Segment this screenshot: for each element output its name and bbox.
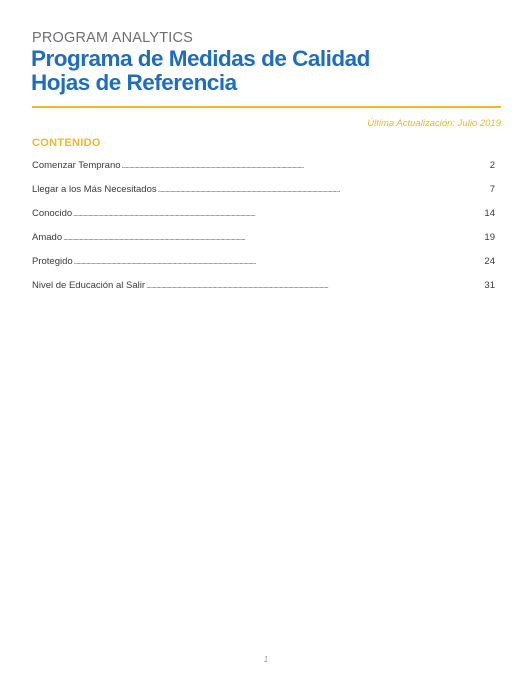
contents-heading: CONTENIDO (32, 137, 101, 149)
toc-item-nivel-educacion[interactable] (32, 280, 495, 304)
title-line-1: Programa de Medidas de Calidad (31, 46, 370, 71)
dot-leader (158, 185, 489, 194)
toc-item-label: Protegido (32, 256, 73, 267)
dot-leader (74, 257, 484, 266)
page-number: 1 (263, 655, 269, 664)
toc-item-page: 7 (489, 184, 495, 195)
table-of-contents (32, 160, 495, 304)
toc-item-label: Nivel de Educación al Salir (32, 280, 146, 291)
program-eyebrow: PROGRAM ANALYTICS (32, 30, 194, 46)
document-title (31, 47, 370, 95)
toc-item-page: 19 (484, 232, 495, 243)
toc-item-page: 14 (484, 208, 495, 219)
toc-item-protegido[interactable] (32, 256, 495, 280)
dot-leader (122, 161, 489, 170)
toc-item-label: Amado (32, 232, 63, 243)
toc-item-label: Conocido (32, 208, 73, 219)
title-line-2: Hojas de Referencia (31, 70, 237, 95)
dot-leader (73, 209, 483, 218)
toc-item-amado[interactable] (32, 232, 495, 256)
last-updated-date: Última Actualización: Julio 2019 (367, 118, 501, 129)
toc-item-label: Comenzar Temprano (32, 160, 121, 171)
toc-item-comenzar-temprano[interactable] (32, 160, 495, 184)
toc-item-llegar-mas-necesitados[interactable] (32, 184, 495, 208)
toc-item-conocido[interactable] (32, 208, 495, 232)
dot-leader (146, 281, 483, 290)
toc-item-page: 24 (484, 256, 495, 267)
toc-item-page: 2 (489, 160, 495, 171)
toc-item-label: Llegar a los Más Necesitados (32, 184, 157, 195)
toc-item-page: 31 (484, 280, 495, 291)
dot-leader (63, 233, 483, 242)
header-divider (32, 106, 501, 108)
